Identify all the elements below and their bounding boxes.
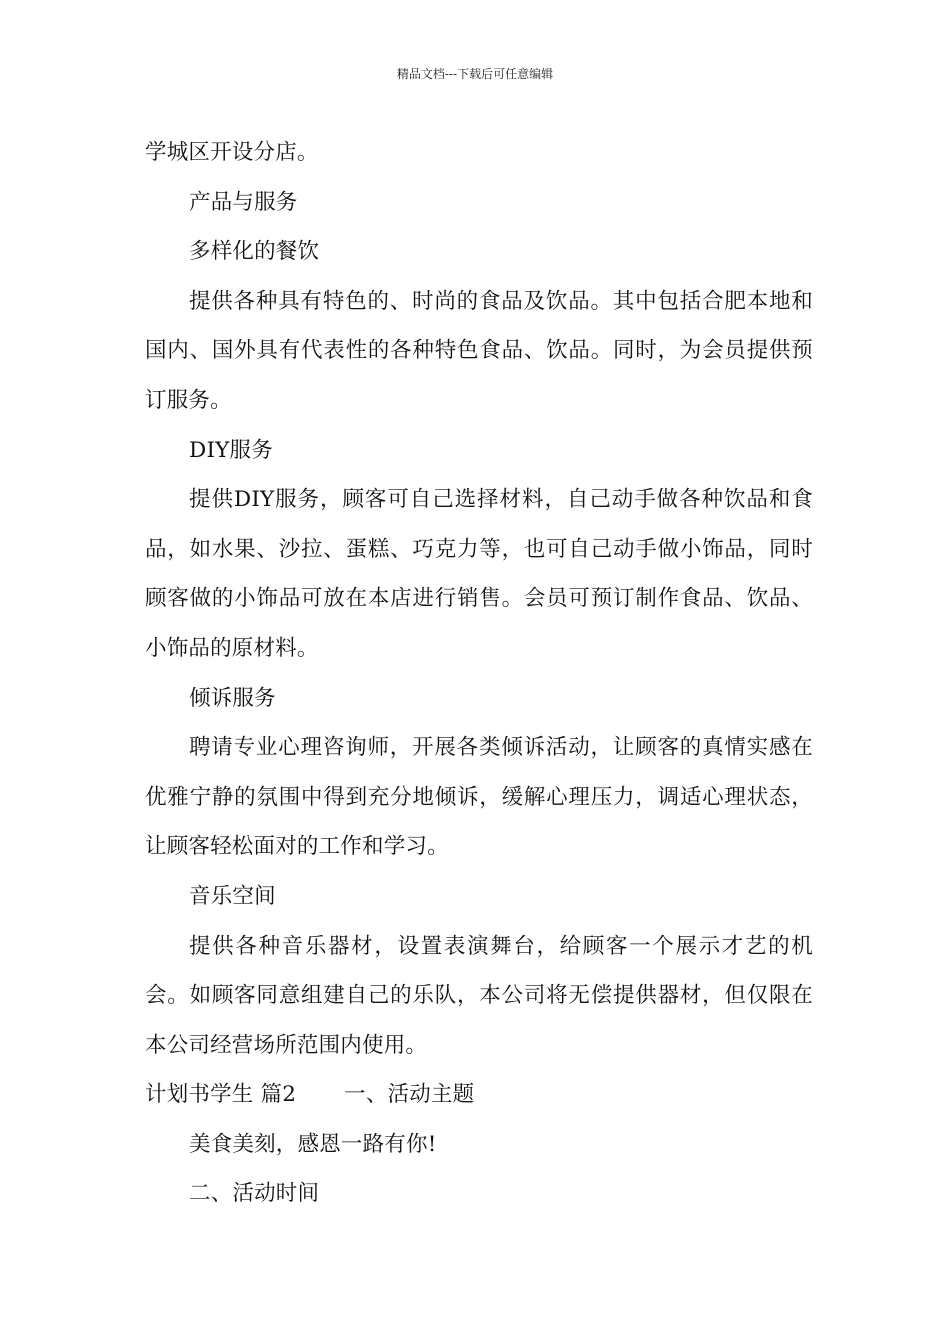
subheading-diverse-dining: 多样化的餐饮 [189,239,320,265]
paragraph: 提供各种具有特色的、时尚的食品及饮品。其中包括合肥本地和国内、国外具有代表性的各种特色食品、饮品。同时，为会员提供预订服务。 [145,288,813,413]
page-header: 精品文档---下载后可任意编辑 [396,67,554,81]
section-heading [145,1070,813,1120]
subheading-products-services: 产品与服务 [189,189,298,215]
paragraph: 提供DIY服务，顾客可自己选择材料，自己动手做各种饮品和食品，如水果、沙拉、蛋糕、巧克力等，也可自己动手做小饰品，同时顾客做的小饰品可放在本店进行销售。会员可预订制作食品、饮品、小饰品的原材料。 [145,487,813,661]
subheading-activity-time: 二、活动时间 [189,1181,320,1207]
subheading-diy-service: DIY服务 [189,437,273,463]
paragraph: 提供各种音乐器材，设置表演舞台，给顾客一个展示才艺的机会。如顾客同意组建自己的乐队，本公司将无偿提供器材，但仅限在本公司经营场所范围内使用。 [145,933,813,1058]
section-title: 计划书学生 篇2 [145,1082,297,1108]
paragraph: 聘请专业心理咨询师，开展各类倾诉活动，让顾客的真情实感在优雅宁静的氛围中得到充分地倾诉，缓解心理压力，调适心理状态，让顾客轻松面对的工作和学习。 [145,735,813,860]
subheading-music-space: 音乐空间 [189,883,276,909]
document-body [145,128,813,1219]
paragraph: 学城区开设分店。 [145,140,319,165]
section-subtitle: 一、活动主题 [344,1082,475,1108]
subheading-listening-service: 倾诉服务 [189,685,276,711]
paragraph: 美食美刻，感恩一路有你! [189,1131,437,1157]
